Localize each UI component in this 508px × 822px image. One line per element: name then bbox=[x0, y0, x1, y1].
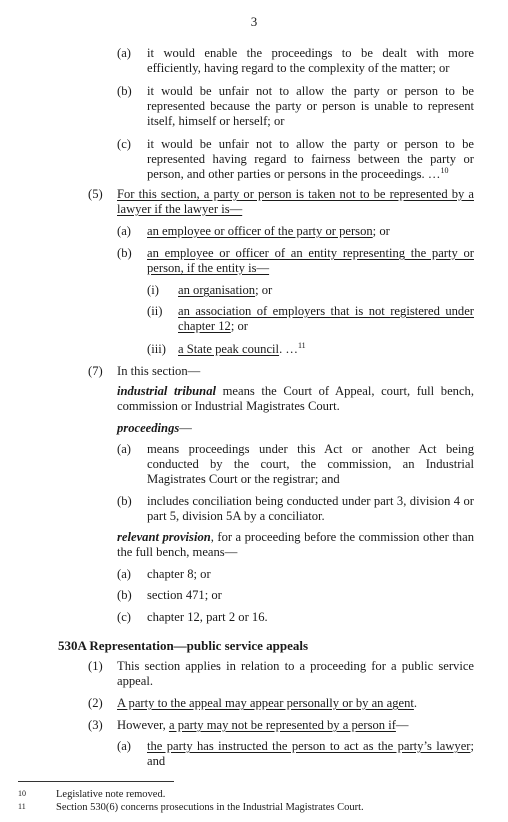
item-label: (a) bbox=[117, 46, 131, 60]
item-label: (b) bbox=[117, 84, 132, 98]
item-label: (a) bbox=[117, 224, 131, 238]
footnote-text: Section 530(6) concerns prosecutions in the Industrial Magistrates Court. bbox=[56, 802, 364, 813]
definition: relevant provision, for a proceeding before the commission other than the full bench, means— bbox=[117, 530, 474, 559]
subsection-text: However, a party may not be represented by a person if— bbox=[117, 718, 409, 732]
item-label: (b) bbox=[117, 246, 132, 260]
subsection-label: (2) bbox=[88, 696, 103, 710]
subitem-label: (iii) bbox=[147, 342, 166, 356]
item-text: it would be unfair not to allow the party or person to be represented having regard to fairness between the party or person, and other parties or persons in the proceedings. …$^{10}$ bbox=[147, 137, 474, 181]
subsection-text: In this section— bbox=[117, 364, 201, 378]
item-text: an employee or officer of an entity representing the party or person, if the entity is— bbox=[147, 246, 474, 275]
page-number: 3 bbox=[250, 14, 258, 29]
item-text: section 471; or bbox=[147, 588, 222, 602]
subsection-label: (7) bbox=[88, 364, 103, 378]
footnote-number: 11 bbox=[18, 802, 26, 811]
definition: proceedings— bbox=[117, 421, 192, 435]
item-text: means proceedings under this Act or another Act being conducted by the court, the commission, an Industrial Magistrates Court or the registrar; and bbox=[147, 442, 474, 486]
item-label: (a) bbox=[117, 739, 131, 753]
footnote-ref[interactable]: 11 bbox=[297, 341, 306, 350]
section-heading: 530A Representation—public service appeals bbox=[58, 638, 309, 653]
subsection-text: For this section, a party or person is taken not to be represented by a lawyer if the lawyer is— bbox=[117, 187, 474, 216]
item-label: (c) bbox=[117, 137, 131, 151]
item-text: it would enable the proceedings to be dealt with more efficiently, having regard to the complexity of the matter; or bbox=[147, 46, 474, 75]
subitem-text: an organisation; or bbox=[178, 283, 273, 297]
footnote-separator bbox=[18, 781, 174, 782]
subitem-label: (i) bbox=[147, 283, 159, 297]
subitem-text: a State peak council. …$^{11}$ bbox=[178, 341, 306, 356]
subitem-label: (ii) bbox=[147, 304, 163, 318]
footnote-number: 10 bbox=[18, 789, 26, 798]
footnote-ref[interactable]: 10 bbox=[440, 166, 449, 175]
subsection-label: (5) bbox=[88, 187, 103, 201]
item-label: (a) bbox=[117, 442, 131, 456]
item-text: it would be unfair not to allow the party or person to be represented because the party or person is unable to represent itself, himself or herself; or bbox=[147, 84, 474, 128]
item-label: (b) bbox=[117, 588, 132, 602]
subsection-label: (1) bbox=[88, 659, 103, 673]
item-text: chapter 8; or bbox=[147, 567, 211, 581]
item-text: the party has instructed the person to act as the party’s lawyer; and bbox=[147, 739, 474, 768]
item-label: (a) bbox=[117, 567, 131, 581]
footnote-text: Legislative note removed. bbox=[56, 789, 166, 800]
item-text: includes conciliation being conducted under part 3, division 4 or part 5, division 5A by a conciliator. bbox=[147, 494, 474, 523]
item-label: (b) bbox=[117, 494, 132, 508]
definition: industrial tribunal means the Court of Appeal, court, full bench, commission or Industrial Magistrates Court. bbox=[117, 384, 474, 413]
subsection-label: (3) bbox=[88, 718, 103, 732]
subitem-text: an association of employers that is not registered under chapter 12; or bbox=[178, 304, 474, 333]
subsection-text: This section applies in relation to a proceeding for a public service appeal. bbox=[117, 659, 474, 688]
item-text: an employee or officer of the party or person; or bbox=[147, 224, 390, 238]
item-label: (c) bbox=[117, 610, 131, 624]
subsection-text: A party to the appeal may appear personally or by an agent. bbox=[117, 696, 418, 710]
item-text: chapter 12, part 2 or 16. bbox=[147, 610, 268, 624]
